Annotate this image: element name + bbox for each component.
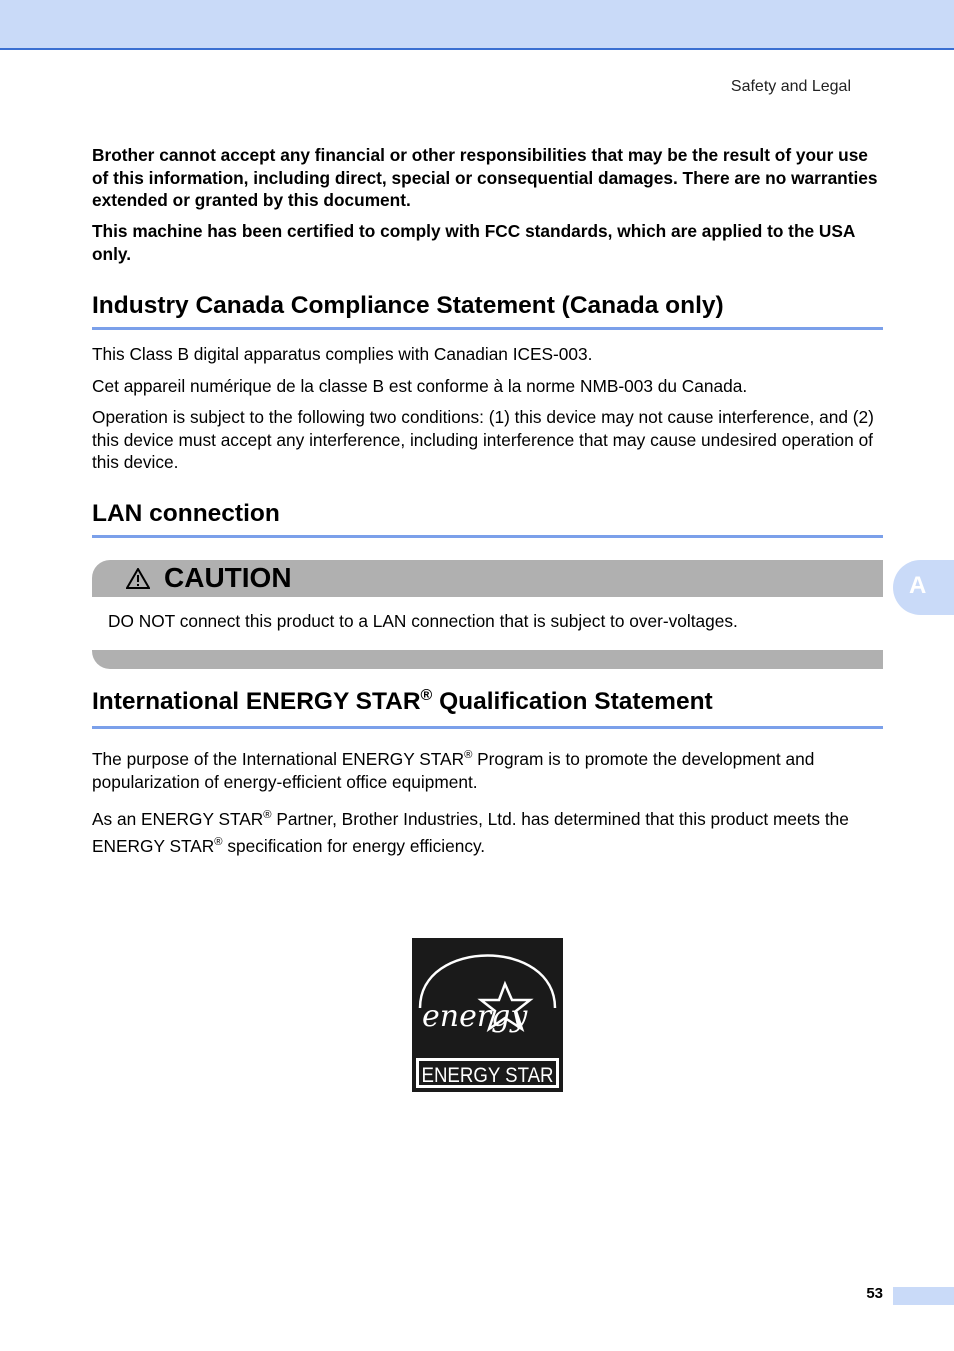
energy-paragraph-1 <box>92 748 883 793</box>
text-run: Partner, Brother Industries, Ltd. has determined that this product meets the ENERGY STAR <box>92 809 849 856</box>
canada-paragraph-3: Operation is subject to the following two conditions: (1) this device may not cause interference, and (2) this device must accept any interference, including interference that may cause undesired operation of this device. <box>92 407 874 472</box>
section-heading-lan: LAN connection <box>92 500 280 527</box>
heading-rule <box>92 726 883 729</box>
heading-text: Qualification Statement <box>432 688 713 715</box>
liability-disclaimer: Brother cannot accept any financial or other responsibilities that may be the result of your use of this information, including direct, special or consequential damages. There are no warranties extended or granted by this document. <box>92 145 878 210</box>
canada-paragraph-2: Cet appareil numérique de la classe B est conforme à la norme NMB-003 du Canada. <box>92 376 748 396</box>
heading-rule <box>92 535 883 538</box>
canada-paragraph-1: This Class B digital apparatus complies with Canadian ICES-003. <box>92 344 593 364</box>
text-run: The purpose of the International ENERGY STAR <box>92 749 465 769</box>
heading-rule <box>92 327 883 330</box>
running-header: Safety and Legal <box>730 78 851 95</box>
text-run: As an ENERGY STAR <box>92 809 264 829</box>
page-number: 53 <box>866 1285 883 1302</box>
registered-mark: ® <box>263 809 272 822</box>
fcc-statement: This machine has been certified to comply with FCC standards, which are applied to the USA only. <box>92 221 855 264</box>
registered-mark: ® <box>420 686 433 704</box>
energy-star-label: ENERGY STAR <box>421 1064 554 1087</box>
caution-text: DO NOT connect this product to a LAN connection that is subject to over-voltages. <box>108 611 738 631</box>
section-heading-energy-star <box>92 688 883 716</box>
heading-text: International ENERGY STAR <box>92 688 421 715</box>
page-number-tab <box>893 1287 954 1305</box>
chapter-tab-letter: A <box>909 572 927 599</box>
registered-mark: ® <box>464 749 473 762</box>
text-run: specification for energy efficiency. <box>222 836 486 856</box>
text-run: Program is to promote the development and popularization of energy-efficient office equipment. <box>92 749 815 792</box>
caution-footer-bar <box>92 650 883 669</box>
chapter-tab[interactable] <box>893 560 954 615</box>
energy-script-text: energy <box>422 999 528 1034</box>
section-heading-canada: Industry Canada Compliance Statement (Canada only) <box>92 292 724 319</box>
warning-triangle-icon <box>126 568 150 589</box>
caution-title: CAUTION <box>164 562 292 593</box>
top-header-band <box>0 0 954 50</box>
registered-mark: ® <box>214 836 223 849</box>
energy-star-logo <box>412 938 563 1092</box>
caution-banner <box>92 560 883 597</box>
energy-paragraph-2 <box>92 806 883 860</box>
